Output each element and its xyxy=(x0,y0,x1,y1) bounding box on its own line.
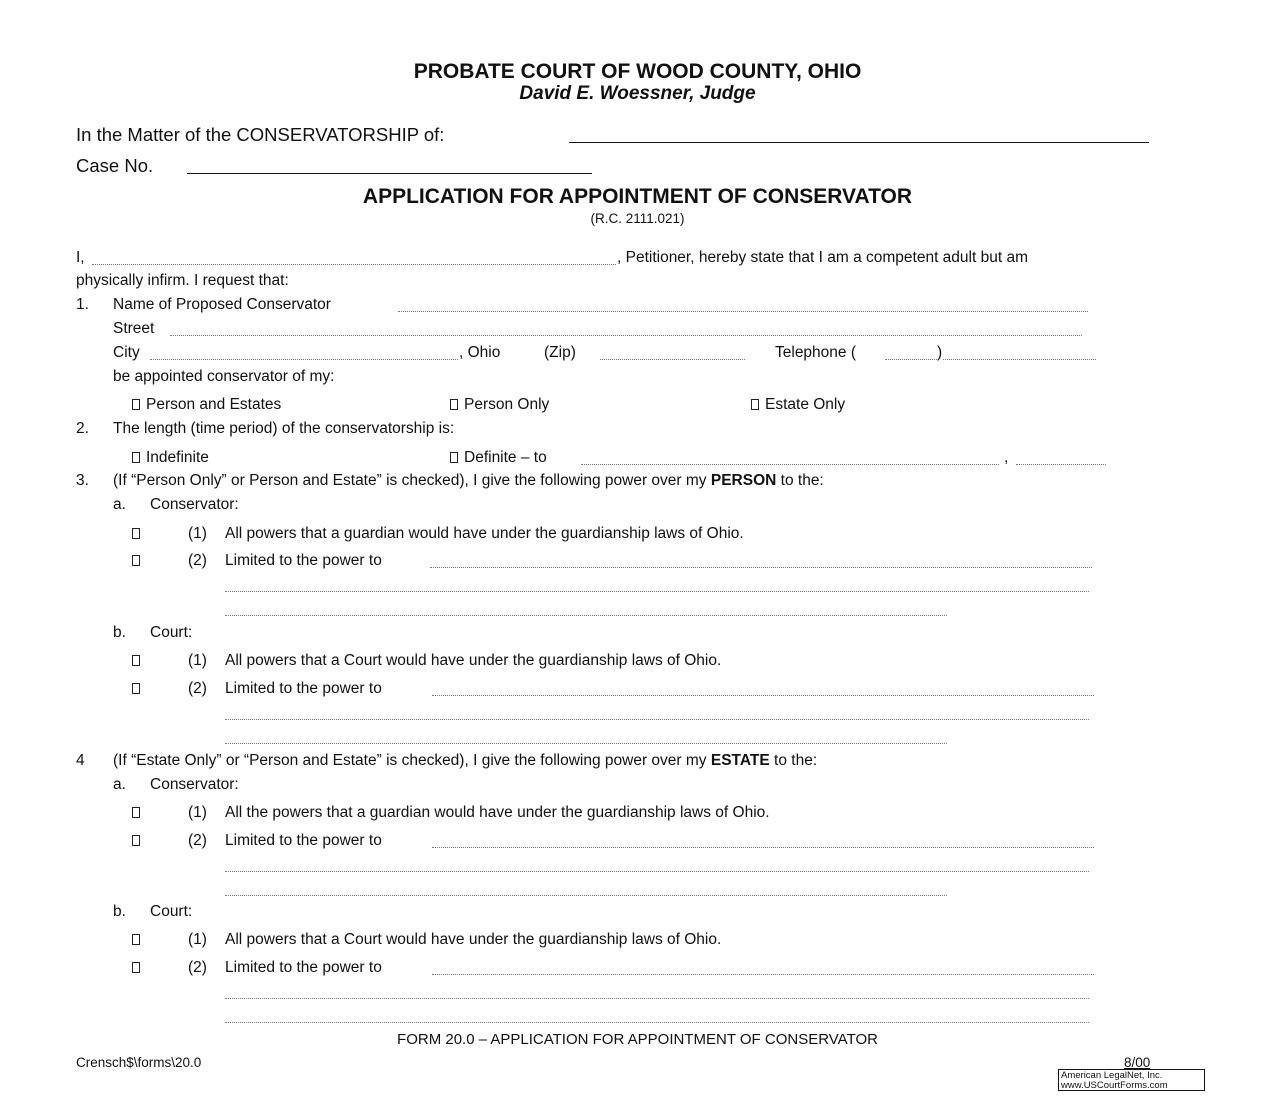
option-text: Limited to the power to xyxy=(225,680,382,697)
limited-power-field-line2[interactable] xyxy=(225,871,1089,872)
statute-reference: (R.C. 2111.021) xyxy=(590,211,685,226)
area-code-field[interactable] xyxy=(885,359,937,360)
limited-power-field-line2[interactable] xyxy=(225,719,1089,720)
option-number: (2) xyxy=(188,959,207,976)
item3b-title: Court: xyxy=(150,624,193,641)
date-comma: , xyxy=(1004,449,1009,466)
option-number: (1) xyxy=(188,804,207,821)
street-label: Street xyxy=(113,320,155,337)
case-number-label: Case No. xyxy=(76,155,154,176)
option-number: (2) xyxy=(188,552,207,569)
appointed-label: be appointed conservator of my: xyxy=(113,368,335,385)
court-name: PROBATE COURT OF WOOD COUNTY, OHIO xyxy=(413,60,862,83)
item4-number: 4 xyxy=(76,752,85,769)
limited-power-field-line3[interactable] xyxy=(225,895,947,896)
street-field[interactable] xyxy=(170,335,1082,336)
item4-text: (If “Estate Only” or “Person and Estate” is checked), I give the following power over my ESTATE to the: xyxy=(113,752,818,769)
item4b-label: b. xyxy=(113,903,126,920)
city-label: City xyxy=(113,344,140,361)
intro-prefix: I, xyxy=(76,249,85,266)
intro-suffix: , Petitioner, hereby state that I am a competent adult but am xyxy=(617,249,1028,266)
limited-power-field[interactable] xyxy=(432,847,1094,848)
zip-label: (Zip) xyxy=(544,344,576,361)
matter-field[interactable] xyxy=(569,142,1149,143)
option-text: All the powers that a guardian would have under the guardianship laws of Ohio. xyxy=(225,804,770,821)
form-title: APPLICATION FOR APPOINTMENT OF CONSERVATOR xyxy=(362,185,913,208)
stamp-line1: American LegalNet, Inc. xyxy=(1061,1070,1163,1081)
telephone-label: Telephone ( xyxy=(775,344,857,361)
option-number: (2) xyxy=(188,832,207,849)
item2-label: The length (time period) of the conservatorship is: xyxy=(113,420,455,437)
footer-form-title: FORM 20.0 – APPLICATION FOR APPOINTMENT OF CONSERVATOR xyxy=(397,1031,878,1048)
case-number-field[interactable] xyxy=(187,173,592,174)
judge-name: David E. Woessner, Judge xyxy=(519,83,756,104)
checkbox-icon[interactable] xyxy=(132,399,140,410)
option-text: Limited to the power to xyxy=(225,832,382,849)
checkbox-icon[interactable] xyxy=(132,835,140,846)
city-field[interactable] xyxy=(150,359,458,360)
option-estate-only[interactable]: Estate Only xyxy=(751,396,845,414)
footer-date: 8/00 xyxy=(1124,1055,1151,1070)
matter-label: In the Matter of the CONSERVATORSHIP of: xyxy=(76,124,445,145)
option-number: (1) xyxy=(188,652,207,669)
limited-power-field[interactable] xyxy=(432,695,1094,696)
checkbox-icon[interactable] xyxy=(132,962,140,973)
checkbox-icon[interactable] xyxy=(132,807,140,818)
telephone-close: ) xyxy=(937,344,943,361)
item3a-title: Conservator: xyxy=(150,496,239,513)
item2-number: 2. xyxy=(76,420,89,437)
checkbox-icon[interactable] xyxy=(132,934,140,945)
limited-power-field-line3[interactable] xyxy=(225,615,947,616)
item3a-label: a. xyxy=(113,496,126,513)
ohio-label: , Ohio xyxy=(459,344,501,361)
limited-power-field-line2[interactable] xyxy=(225,591,1089,592)
proposed-conservator-field[interactable] xyxy=(398,311,1088,312)
checkbox-icon[interactable] xyxy=(132,528,140,539)
option-text: All powers that a Court would have under the guardianship laws of Ohio. xyxy=(225,652,722,669)
telephone-field[interactable] xyxy=(943,359,1096,360)
item3-number: 3. xyxy=(76,472,89,489)
item1-number: 1. xyxy=(76,296,89,313)
option-indefinite[interactable]: Indefinite xyxy=(132,449,209,467)
limited-power-field-line3[interactable] xyxy=(225,743,947,744)
checkbox-icon[interactable] xyxy=(132,655,140,666)
zip-field[interactable] xyxy=(600,359,745,360)
stamp-line2: www.USCourtForms.com xyxy=(1061,1080,1168,1091)
option-text: All powers that a Court would have under the guardianship laws of Ohio. xyxy=(225,931,722,948)
limited-power-field-line2[interactable] xyxy=(225,998,1089,999)
footer-path: Crensch$\forms\20.0 xyxy=(76,1055,202,1070)
option-text: All powers that a guardian would have under the guardianship laws of Ohio. xyxy=(225,525,744,542)
limited-power-field[interactable] xyxy=(432,974,1094,975)
option-number: (1) xyxy=(188,931,207,948)
proposed-conservator-label: Name of Proposed Conservator xyxy=(113,296,331,313)
limited-power-field[interactable] xyxy=(430,567,1092,568)
item3b-label: b. xyxy=(113,624,126,641)
publisher-stamp xyxy=(1058,1069,1205,1091)
limited-power-field-line3[interactable] xyxy=(225,1022,1089,1023)
option-person-and-estates[interactable]: Person and Estates xyxy=(132,396,281,414)
item4a-label: a. xyxy=(113,776,126,793)
option-text: Limited to the power to xyxy=(225,552,382,569)
checkbox-icon[interactable] xyxy=(132,555,140,566)
option-text: Limited to the power to xyxy=(225,959,382,976)
option-number: (1) xyxy=(188,525,207,542)
checkbox-icon[interactable] xyxy=(132,452,140,463)
item4a-title: Conservator: xyxy=(150,776,239,793)
intro-line2: physically infirm. I request that: xyxy=(76,272,289,289)
petitioner-name-field[interactable] xyxy=(92,264,616,265)
item3-text: (If “Person Only” or Person and Estate” is checked), I give the following power over my PERSON to the: xyxy=(113,472,824,489)
checkbox-icon[interactable] xyxy=(751,399,759,410)
option-definite[interactable]: Definite – to xyxy=(450,449,547,467)
definite-year-field[interactable] xyxy=(1016,464,1106,465)
option-number: (2) xyxy=(188,680,207,697)
checkbox-icon[interactable] xyxy=(450,399,458,410)
item4b-title: Court: xyxy=(150,903,193,920)
definite-date-field[interactable] xyxy=(581,464,999,465)
checkbox-icon[interactable] xyxy=(132,683,140,694)
option-person-only[interactable]: Person Only xyxy=(450,396,549,414)
checkbox-icon[interactable] xyxy=(450,452,458,463)
